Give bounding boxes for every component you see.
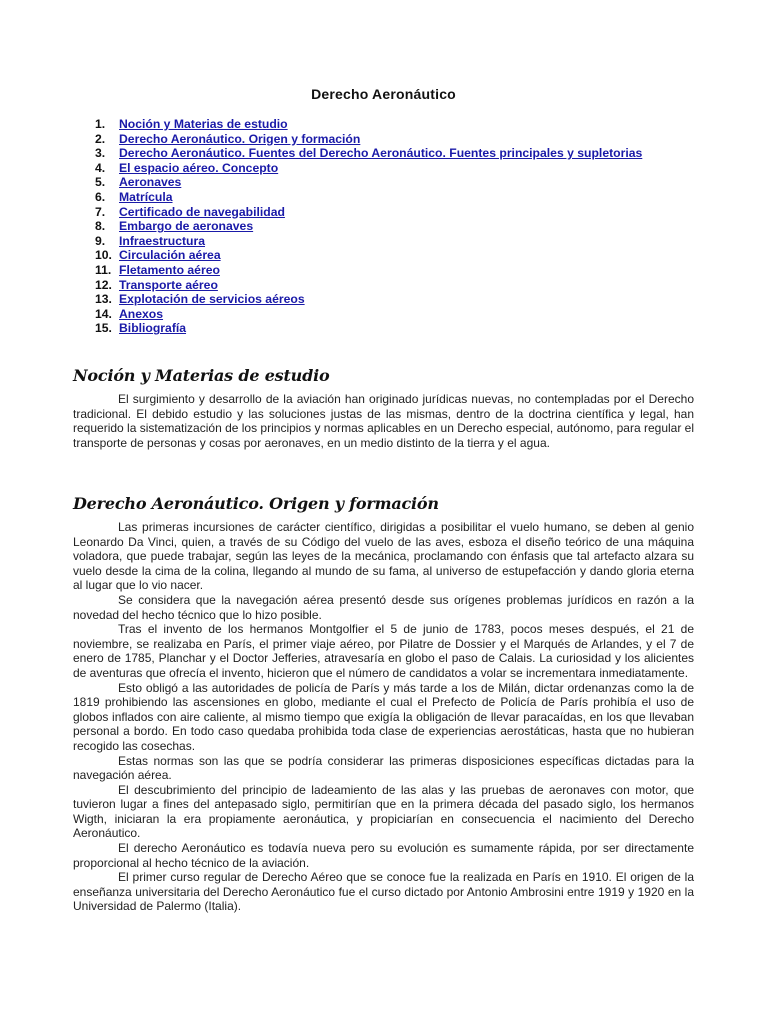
table-of-contents xyxy=(95,117,642,336)
toc-number: 7. xyxy=(95,204,106,219)
toc-link[interactable]: Matrícula xyxy=(119,189,173,204)
paragraph: El descubrimiento del principio de ladeamiento de las alas y las pruebas de aeronaves con motor, que tuvieron lugar a fines del antepasado siglo, permitirían que en la primera década del pasado siglo, los hermanos Wigth, iniciaran la era propiamente aeronáutica, y propiciarían en consecuencia el nacimiento del Derecho Aeronáutico. xyxy=(73,782,694,841)
toc-number: 8. xyxy=(95,219,106,234)
paragraph: Tras el invento de los hermanos Montgolfier el 5 de junio de 1783, pocos meses después, el 21 de noviembre, se realizaba en París, el primer viaje aéreo, por Pilatre de Dossier y el Marqués de Arlandes, y el 7 de enero de 1785, Planchar y el Doctor Jefferies, atravesaría en globo el paso de Calais. La curiosidad y los alicientes de aventuras que ofrecía el invento, hicieron que el número de candidatos a volar se incrementara inmediatamente. xyxy=(73,622,694,680)
toc-item xyxy=(95,234,642,249)
toc-number: 4. xyxy=(95,160,106,175)
toc-link[interactable]: Certificado de navegabilidad xyxy=(119,204,285,219)
toc-link[interactable]: Noción y Materias de estudio xyxy=(119,117,288,131)
toc-number: 1. xyxy=(95,117,106,131)
section-origen xyxy=(73,520,694,914)
toc-number: 6. xyxy=(95,189,106,204)
toc-item xyxy=(95,307,642,322)
toc-link[interactable]: Transporte aéreo xyxy=(119,277,218,292)
section-heading: Derecho Aeronáutico. Origen y formación xyxy=(73,494,439,513)
toc-number: 13. xyxy=(95,292,112,307)
paragraph: Estas normas son las que se podría considerar las primeras disposiciones específicas dictadas para la navegación aérea. xyxy=(73,753,694,783)
toc-link[interactable]: Bibliografía xyxy=(119,321,187,336)
paragraph: Las primeras incursiones de carácter científico, dirigidas a posibilitar el vuelo humano, se deben al genio Leonardo Da Vinci, quien, a través de su Código del vuelo de las aves, esboza el diseño teórico de una máquina voladora, que puede trabajar, según las leyes de la mecánica, proclamando con énfasis que tal artefacto alzara su vuelo desde la cima de la colina, llegando al mundo de su fama, al universo de estupefacción y dando gloria eterna al lugar que lo vio nacer. xyxy=(73,520,694,593)
section-heading: Noción y Materias de estudio xyxy=(73,366,330,385)
toc-item xyxy=(95,219,642,234)
toc-item xyxy=(95,292,642,307)
toc-number: 9. xyxy=(95,233,106,248)
toc-item xyxy=(95,175,642,190)
paragraph: Esto obligó a las autoridades de policía de París y más tarde a los de Milán, dictar ordenanzas como la de 1819 prohibiendo las ascensiones en globo, mediante el cual el Prefecto de Policía de París prohibía el uso de globos inflados con aire caliente, al mismo tiempo que exigía la obligación de llevar paracaídas, en los que llevaban personal a bordo. En todo caso quedaba prohibida toda clase de experiencias aerostáticas, hasta que no hubieran recogido las cosechas. xyxy=(73,680,694,753)
toc-item xyxy=(95,132,642,147)
toc-link[interactable]: Derecho Aeronáutico. Origen y formación xyxy=(119,131,361,146)
toc-link[interactable]: Aeronaves xyxy=(119,175,182,190)
section-nocion xyxy=(73,392,694,450)
toc-item xyxy=(95,190,642,205)
toc-item xyxy=(95,263,642,278)
toc-number: 2. xyxy=(95,131,106,146)
toc-link[interactable]: Embargo de aeronaves xyxy=(119,219,254,234)
paragraph: Se considera que la navegación aérea presentó desde sus orígenes problemas jurídicos en razón a la novedad del hecho técnico que lo hizo posible. xyxy=(73,592,694,622)
toc-link[interactable]: Infraestructura xyxy=(119,233,206,248)
toc-item xyxy=(95,117,642,132)
toc-link[interactable]: Circulación aérea xyxy=(119,248,221,263)
toc-item xyxy=(95,161,642,176)
toc-link[interactable]: El espacio aéreo. Concepto xyxy=(119,160,279,175)
toc-link[interactable]: Explotación de servicios aéreos xyxy=(119,292,305,307)
paragraph: El surgimiento y desarrollo de la aviación han originado jurídicas nuevas, no contempladas por el Derecho tradicional. El debido estudio y las soluciones justas de las mismas, dentro de la doctrina científica y legal, han requerido la sistematización de los principios y normas aplicables en un Derecho especial, autónomo, para regular el transporte de personas y cosas por aeronaves, en un medio distinto de la tierra y el agua. xyxy=(73,392,695,450)
toc-item xyxy=(95,248,642,263)
toc-item xyxy=(95,278,642,293)
toc-number: 11. xyxy=(95,262,112,277)
toc-item xyxy=(95,321,642,336)
toc-number: 10. xyxy=(95,248,112,263)
paragraph: El primer curso regular de Derecho Aéreo que se conoce fue la realizada en París en 1910. El origen de la enseñanza universitaria del Derecho Aeronáutico fue el curso dictado por Antonio Ambrosini entre 1919 y 1920 en la Universidad de Palermo (Italia). xyxy=(73,870,694,914)
toc-number: 12. xyxy=(95,277,112,292)
toc-item xyxy=(95,205,642,220)
toc-number: 14. xyxy=(95,306,112,321)
toc-number: 15. xyxy=(95,321,112,336)
toc-link[interactable]: Anexos xyxy=(119,306,164,321)
toc-link[interactable]: Derecho Aeronáutico. Fuentes del Derecho Aeronáutico. Fuentes principales y supletorias xyxy=(119,146,643,161)
paragraph: El derecho Aeronáutico es todavía nueva pero su evolución es sumamente rápida, por ser directamente proporcional al hecho técnico de la aviación. xyxy=(73,841,694,870)
toc-item xyxy=(95,146,642,161)
toc-link[interactable]: Fletamento aéreo xyxy=(119,262,220,277)
document-title: Derecho Aeronáutico xyxy=(311,86,456,102)
toc-number: 3. xyxy=(95,146,106,161)
toc-number: 5. xyxy=(95,175,106,190)
